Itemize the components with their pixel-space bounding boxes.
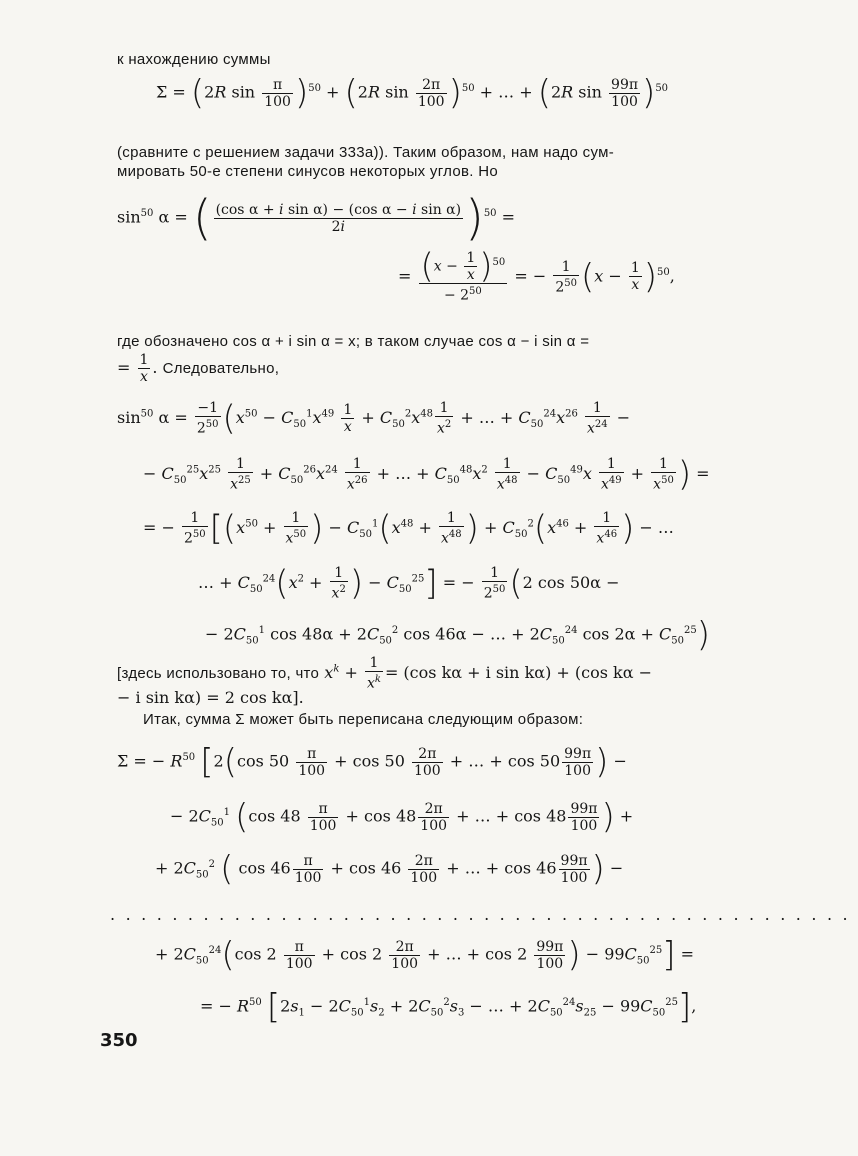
paragraph-line: (сравните с решением задачи 333а)). Таким образом, нам надо сум-	[117, 144, 615, 161]
equation-sum-definition: Σ = (2R sin $\frac{\pi}{100}$ )$^{50}$ + (2R sin $\frac{2\pi}{100}$ )$^{50}$ + … + (2R sin $\frac{99\pi}{100}$ )$^{50}$	[156, 73, 669, 113]
paragraph-line: где обозначено cos α + i sin α = x; в таком случае cos α − i sin α =	[117, 333, 590, 350]
equation-grouped-terms-1: = − $\frac{1}{2^{50}}$ [($x^{50}$ + $\frac{1}{x^{50}}$ ) − $C_{50}^1(x^{48}$ + $\frac{1}{x^{48}}$ ) + $C_{50}^2(x^{46}$ + $\frac{1}{x^{46}}$ ) − …	[143, 508, 674, 549]
equation-one-over-x: = $\frac{1}{x}$ . Следовательно,	[117, 352, 280, 385]
equation-sum-rewritten-1: Σ = − $R^{50}$ [2(cos 50 $\frac{\pi}{100}$ + cos 50 $\frac{2\pi}{100}$ + … + cos 50 $\frac{99\pi}{100}$ ) −	[117, 742, 627, 782]
equation-sum-rewritten-4: + $2C_{50}^{24}(\cos$ 2 $\frac{\pi}{100}$ + cos 2 $\frac{2\pi}{100}$ + … + cos 2 $\frac{99\pi}{100}$ ) − $99C_{50}^{25}$] =	[155, 935, 695, 975]
equation-grouped-terms-2: … + $C_{50}^{24}(x^2$ + $\frac{1}{x^2}$ ) − $C_{50}^{25}$] = − $\frac{1}{2^{50}}$ (2 cos 50α −	[198, 563, 620, 604]
equation-sum-final: = − $R^{50}$ [$2s_1 - 2C_{50}^1s_2 + 2C_{50}^2s_3$ − … + $2C_{50}^{24}s_{25} - 99C_{50}^{25}$],	[200, 987, 697, 1027]
equation-binomial-expansion-2: − $C_{50}^{25}x^{25}$ $\frac{1}{x^{25}}$ + $C_{50}^{26}x^{24}$ $\frac{1}{x^{26}}$ + … + $C_{50}^{48}x^2$ $\frac{1}{x^{48}}$ − $C_{50}^{49}x$ $\frac{1}{x^{49}}$ + $\frac{1}{x^{50}}$ ) =	[143, 454, 710, 495]
equation-sum-rewritten-2: − $2C_{50}^1$ (cos 48 $\frac{\pi}{100}$ + cos 48 $\frac{2\pi}{100}$ + … + cos 48 $\frac{99\pi}{100}$ ) +	[170, 797, 634, 837]
equation-x-form: = (x − $\frac{1}{x}$ )$^{50}$ − $2^{50}$ = − $\frac{1}{2^{50}}$ (x − $\frac{1}{x}$ )$^{50}$,	[398, 246, 675, 304]
ellipsis-row: ................................................	[110, 905, 858, 924]
paragraph-line: Итак, сумма Σ может быть переписана следующим образом:	[143, 711, 584, 728]
equation-binomial-expansion-1: $\sin^{50} \alpha$ = $\frac{-1}{2^{50}}$ ($x^{50} - C_{50}^1x^{49}$ $\frac{1}{x}$ + $C_{50}^2x^{48}$ $\frac{1}{x^2}$ + … + $C_{50}^{24}x^{26}$ $\frac{1}{x^{24}}$ −	[117, 398, 631, 439]
explanation-line: [здесь использовано то, что $x^k$ + $\frac{1}{x^k}$ = (cos kα + i sin kα) + (cos kα −	[117, 655, 653, 692]
paragraph-line: мировать 50-е степени синусов некоторых углов. Но	[117, 163, 498, 180]
paragraph-text: Следовательно,	[162, 360, 280, 377]
equation-sin50-expansion: $\sin^{50} \alpha$ = ( $\frac{\text{(cos α + i sin α) − (cos α − i sin α)}}{2i}$ )$^{50}$ =	[117, 190, 516, 246]
paragraph-line: − i sin kα) = 2 cos kα].	[117, 688, 304, 707]
page-number: 350	[100, 1030, 138, 1051]
intro-text: к нахождению суммы	[117, 51, 271, 68]
paragraph-text: = (cos kα + i sin kα) + (cos kα −	[384, 662, 653, 682]
equation-cosine-form: − $2C_{50}^1$ $\cos 48\alpha + 2C_{50}^2$ cos 46α − … + $2C_{50}^{24}$ $\cos 2\alpha + C_{50}^{25}$)	[205, 615, 711, 655]
paragraph-text: [здесь использовано то, что	[117, 664, 320, 682]
equation-sum-rewritten-3: + $2C_{50}^2$ ( cos 46 $\frac{\pi}{100}$ + cos 46 $\frac{2\pi}{100}$ + … + cos 46 $\frac{99\pi}{100}$ ) −	[155, 849, 624, 889]
